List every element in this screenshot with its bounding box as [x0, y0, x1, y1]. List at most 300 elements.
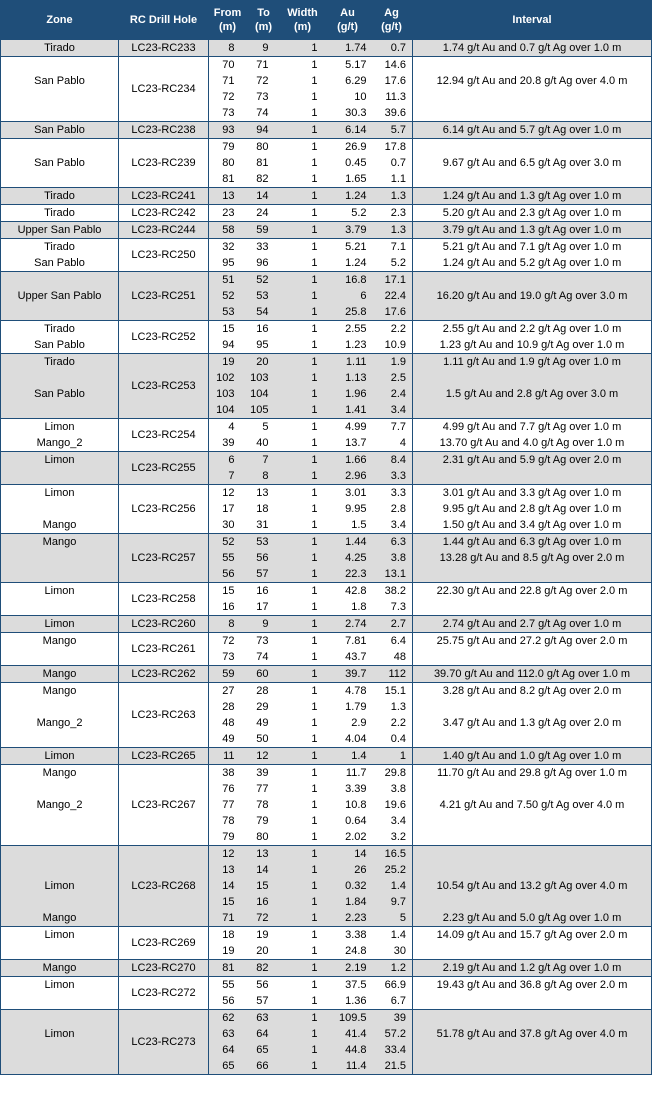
drill-hole-id: LC23-RC272 — [131, 987, 196, 999]
width-value: 1 — [311, 733, 318, 745]
cell-hole — [119, 534, 209, 583]
cell-au — [325, 222, 371, 239]
ag-value: 5.2 — [390, 257, 406, 269]
zone-value — [3, 813, 116, 829]
cell-ag — [371, 188, 413, 205]
zone-value: Mango_2 — [36, 799, 83, 811]
cell-interval — [413, 846, 652, 927]
from-value: 59 — [222, 668, 235, 680]
cell-to — [247, 205, 281, 222]
au-value: 11.4 — [345, 1060, 367, 1072]
au-value: 10.8 — [345, 799, 367, 811]
from-value: 93 — [222, 124, 235, 136]
cell-from — [209, 960, 247, 977]
cell-to — [247, 122, 281, 139]
table-row — [1, 188, 652, 205]
au-value: 25.8 — [345, 306, 367, 318]
to-value: 96 — [256, 257, 269, 269]
cell-hole — [119, 222, 209, 239]
au-value: 1.84 — [345, 896, 367, 908]
from-value: 52 — [222, 290, 235, 302]
from-value: 32 — [222, 241, 235, 253]
from-value: 8 — [228, 618, 235, 630]
cell-ag — [371, 748, 413, 765]
ag-value: 2.5 — [390, 372, 406, 384]
zone-value — [3, 272, 116, 288]
ag-value: 3.3 — [390, 470, 406, 482]
width-value: 1 — [311, 241, 318, 253]
zone-value: Limon — [44, 1028, 75, 1040]
to-value: 33 — [256, 241, 269, 253]
width-value: 1 — [311, 962, 318, 974]
cell-hole — [119, 188, 209, 205]
width-value: 1 — [311, 880, 318, 892]
au-value: 30.3 — [345, 107, 367, 119]
cell-zone — [1, 485, 119, 534]
cell-hole — [119, 1010, 209, 1075]
cell-zone — [1, 666, 119, 683]
from-value: 80 — [222, 157, 235, 169]
au-value: 1.36 — [345, 995, 367, 1007]
cell-to — [247, 40, 281, 57]
width-value: 1 — [311, 864, 318, 876]
interval-value — [415, 171, 649, 187]
ag-value: 8.4 — [390, 454, 406, 466]
from-value: 27 — [222, 685, 235, 697]
ag-value: 6.3 — [390, 536, 406, 548]
cell-to — [247, 485, 281, 534]
cell-ag — [371, 354, 413, 419]
from-value: 71 — [222, 75, 235, 87]
interval-value — [415, 731, 649, 747]
from-value: 56 — [222, 568, 235, 580]
to-value: 63 — [256, 1012, 269, 1024]
width-value: 1 — [311, 896, 318, 908]
cell-zone — [1, 354, 119, 419]
cell-ag — [371, 977, 413, 1010]
table-row — [1, 57, 652, 122]
interval-value — [415, 272, 649, 288]
cell-zone — [1, 321, 119, 354]
from-value: 55 — [222, 552, 235, 564]
zone-value: Tirado — [44, 42, 75, 54]
cell-from — [209, 633, 247, 666]
cell-to — [247, 1010, 281, 1075]
ag-value: 13.1 — [384, 568, 406, 580]
width-value: 1 — [311, 306, 318, 318]
ag-value: 2.2 — [390, 717, 406, 729]
width-value: 1 — [311, 42, 318, 54]
interval-value: 13.28 g/t Au and 8.5 g/t Ag over 2.0 m — [439, 552, 625, 564]
to-value: 19 — [256, 929, 269, 941]
table-row — [1, 683, 652, 748]
width-value: 1 — [311, 601, 318, 613]
from-value: 19 — [222, 945, 235, 957]
zone-value: San Pablo — [34, 124, 85, 136]
au-value: 37.5 — [345, 979, 367, 991]
au-value: 16.8 — [345, 274, 367, 286]
drill-hole-id: LC23-RC233 — [131, 42, 196, 54]
to-value: 81 — [256, 157, 269, 169]
header-au-line: (g/t) — [337, 21, 358, 33]
from-value: 95 — [222, 257, 235, 269]
interval-value — [415, 89, 649, 105]
cell-to — [247, 419, 281, 452]
from-value: 4 — [228, 421, 235, 433]
from-value: 17 — [222, 503, 235, 515]
to-value: 59 — [256, 224, 269, 236]
cell-ag — [371, 205, 413, 222]
interval-value: 10.54 g/t Au and 13.2 g/t Ag over 4.0 m — [436, 880, 628, 892]
header-row — [1, 1, 652, 40]
ag-value: 1.3 — [390, 224, 406, 236]
au-value: 41.4 — [345, 1028, 367, 1040]
drill-hole-id: LC23-RC269 — [131, 937, 196, 949]
header-to — [247, 1, 281, 40]
cell-zone — [1, 977, 119, 1010]
ag-value: 1.9 — [390, 356, 406, 368]
ag-value: 21.5 — [384, 1060, 406, 1072]
interval-value: 1.24 g/t Au and 1.3 g/t Ag over 1.0 m — [442, 190, 622, 202]
to-value: 31 — [256, 519, 269, 531]
table-row — [1, 419, 652, 452]
interval-value: 2.55 g/t Au and 2.2 g/t Ag over 1.0 m — [442, 323, 622, 335]
cell-au — [325, 57, 371, 122]
to-value: 53 — [256, 290, 269, 302]
width-value: 1 — [311, 323, 318, 335]
cell-interval — [413, 666, 652, 683]
from-value: 53 — [222, 306, 235, 318]
ag-value: 3.4 — [390, 815, 406, 827]
zone-value: Mango — [42, 685, 77, 697]
zone-value: Limon — [44, 880, 75, 892]
cell-from — [209, 683, 247, 748]
to-value: 39 — [256, 767, 269, 779]
width-value: 1 — [311, 1060, 318, 1072]
to-value: 24 — [256, 207, 269, 219]
table-row — [1, 205, 652, 222]
interval-value: 12.94 g/t Au and 20.8 g/t Ag over 4.0 m — [436, 75, 628, 87]
cell-zone — [1, 1010, 119, 1075]
cell-from — [209, 419, 247, 452]
header-interval — [413, 1, 652, 40]
cell-ag — [371, 534, 413, 583]
ag-value: 3.8 — [390, 783, 406, 795]
cell-from — [209, 666, 247, 683]
from-value: 55 — [222, 979, 235, 991]
cell-width — [281, 239, 325, 272]
table-row — [1, 452, 652, 485]
au-value: 6.29 — [345, 75, 367, 87]
cell-hole — [119, 419, 209, 452]
cell-au — [325, 40, 371, 57]
ag-value: 1.4 — [390, 880, 406, 892]
to-value: 20 — [256, 945, 269, 957]
au-value: 2.02 — [345, 831, 367, 843]
cell-from — [209, 748, 247, 765]
drill-hole-id: LC23-RC263 — [131, 709, 196, 721]
cell-ag — [371, 452, 413, 485]
cell-ag — [371, 633, 413, 666]
cell-width — [281, 40, 325, 57]
cell-au — [325, 748, 371, 765]
width-value: 1 — [311, 1044, 318, 1056]
drill-hole-id: LC23-RC244 — [131, 224, 196, 236]
width-value: 1 — [311, 207, 318, 219]
cell-zone — [1, 748, 119, 765]
cell-hole — [119, 139, 209, 188]
cell-interval — [413, 139, 652, 188]
drill-hole-id: LC23-RC258 — [131, 593, 196, 605]
cell-to — [247, 683, 281, 748]
cell-width — [281, 633, 325, 666]
zone-value: San Pablo — [34, 339, 85, 351]
width-value: 1 — [311, 685, 318, 697]
au-value: 2.55 — [345, 323, 367, 335]
to-value: 40 — [256, 437, 269, 449]
to-value: 66 — [256, 1060, 269, 1072]
interval-value — [415, 699, 649, 715]
au-value: 10 — [354, 91, 367, 103]
from-value: 62 — [222, 1012, 235, 1024]
cell-width — [281, 452, 325, 485]
from-value: 51 — [222, 274, 235, 286]
interval-value — [415, 894, 649, 910]
from-value: 73 — [222, 107, 235, 119]
cell-ag — [371, 272, 413, 321]
from-value: 28 — [222, 701, 235, 713]
au-value: 22.3 — [345, 568, 367, 580]
table-row — [1, 846, 652, 927]
interval-value: 3.28 g/t Au and 8.2 g/t Ag over 2.0 m — [442, 685, 622, 697]
width-value: 1 — [311, 585, 318, 597]
from-value: 73 — [222, 651, 235, 663]
interval-value — [415, 943, 649, 959]
interval-value — [415, 781, 649, 797]
to-value: 54 — [256, 306, 269, 318]
ag-value: 25.2 — [384, 864, 406, 876]
cell-width — [281, 977, 325, 1010]
drill-hole-id: LC23-RC238 — [131, 124, 196, 136]
cell-width — [281, 205, 325, 222]
from-value: 81 — [222, 173, 235, 185]
width-value: 1 — [311, 503, 318, 515]
ag-value: 66.9 — [384, 979, 406, 991]
ag-value: 3.4 — [390, 404, 406, 416]
cell-width — [281, 122, 325, 139]
au-value: 1.24 — [345, 257, 367, 269]
width-value: 1 — [311, 141, 318, 153]
header-to-line: (m) — [254, 21, 273, 33]
to-value: 18 — [256, 503, 269, 515]
table-row — [1, 748, 652, 765]
cell-to — [247, 222, 281, 239]
au-value: 3.79 — [345, 224, 367, 236]
ag-value: 2.2 — [390, 323, 406, 335]
au-value: 5.2 — [351, 207, 367, 219]
interval-value: 5.21 g/t Au and 7.1 g/t Ag over 1.0 m — [442, 241, 622, 253]
cell-from — [209, 927, 247, 960]
from-value: 23 — [222, 207, 235, 219]
cell-zone — [1, 846, 119, 927]
from-value: 72 — [222, 91, 235, 103]
zone-value: Tirado — [44, 190, 75, 202]
ag-value: 48 — [393, 651, 406, 663]
cell-from — [209, 222, 247, 239]
au-value: 4.78 — [345, 685, 367, 697]
to-value: 29 — [256, 701, 269, 713]
cell-width — [281, 139, 325, 188]
cell-zone — [1, 419, 119, 452]
zone-value — [3, 89, 116, 105]
from-value: 7 — [228, 470, 235, 482]
cell-from — [209, 1010, 247, 1075]
interval-value — [415, 1058, 649, 1074]
table-row — [1, 977, 652, 1010]
to-value: 17 — [256, 601, 269, 613]
ag-value: 1.4 — [390, 929, 406, 941]
to-value: 60 — [256, 668, 269, 680]
cell-zone — [1, 452, 119, 485]
width-value: 1 — [311, 356, 318, 368]
to-value: 82 — [256, 173, 269, 185]
cell-hole — [119, 666, 209, 683]
cell-au — [325, 616, 371, 633]
interval-value — [415, 468, 649, 484]
to-value: 80 — [256, 141, 269, 153]
au-value: 6.14 — [345, 124, 367, 136]
cell-width — [281, 927, 325, 960]
cell-from — [209, 122, 247, 139]
interval-value: 3.47 g/t Au and 1.3 g/t Ag over 2.0 m — [442, 717, 622, 729]
to-value: 15 — [256, 880, 269, 892]
from-value: 76 — [222, 783, 235, 795]
from-value: 39 — [222, 437, 235, 449]
cell-au — [325, 534, 371, 583]
cell-au — [325, 272, 371, 321]
cell-zone — [1, 534, 119, 583]
cell-to — [247, 977, 281, 1010]
drill-hole-id: LC23-RC265 — [131, 750, 196, 762]
cell-hole — [119, 272, 209, 321]
width-value: 1 — [311, 339, 318, 351]
zone-value: Upper San Pablo — [17, 224, 102, 236]
cell-hole — [119, 616, 209, 633]
cell-ag — [371, 683, 413, 748]
ag-value: 7.1 — [390, 241, 406, 253]
to-value: 71 — [256, 59, 269, 71]
ag-value: 2.3 — [390, 207, 406, 219]
interval-value — [415, 139, 649, 155]
cell-width — [281, 485, 325, 534]
interval-value: 16.20 g/t Au and 19.0 g/t Ag over 3.0 m — [436, 290, 628, 302]
interval-value — [415, 105, 649, 121]
au-value: 6 — [360, 290, 367, 302]
from-value: 16 — [222, 601, 235, 613]
ag-value: 14.6 — [384, 59, 406, 71]
cell-au — [325, 205, 371, 222]
cell-width — [281, 846, 325, 927]
zone-value: Mango — [42, 912, 77, 924]
table-row — [1, 960, 652, 977]
width-value: 1 — [311, 487, 318, 499]
from-value: 77 — [222, 799, 235, 811]
cell-to — [247, 354, 281, 419]
zone-value: Tirado — [44, 241, 75, 253]
interval-value — [415, 57, 649, 73]
to-value: 9 — [262, 618, 269, 630]
drill-hole-id: LC23-RC242 — [131, 207, 196, 219]
from-value: 12 — [222, 848, 235, 860]
to-value: 49 — [256, 717, 269, 729]
au-value: 2.96 — [345, 470, 367, 482]
width-value: 1 — [311, 157, 318, 169]
au-value: 1.23 — [345, 339, 367, 351]
au-value: 1.65 — [345, 173, 367, 185]
ag-value: 0.7 — [390, 42, 406, 54]
cell-zone — [1, 583, 119, 616]
to-value: 12 — [256, 750, 269, 762]
au-value: 1.11 — [345, 356, 367, 368]
ag-value: 57.2 — [384, 1028, 406, 1040]
to-value: 14 — [256, 864, 269, 876]
table-row — [1, 40, 652, 57]
cell-hole — [119, 57, 209, 122]
cell-au — [325, 960, 371, 977]
au-value: 43.7 — [345, 651, 367, 663]
cell-interval — [413, 222, 652, 239]
cell-interval — [413, 534, 652, 583]
header-zone-line: Zone — [46, 14, 73, 26]
from-value: 70 — [222, 59, 235, 71]
au-value: 24.8 — [345, 945, 367, 957]
header-interval-line: Interval — [512, 14, 552, 26]
cell-to — [247, 239, 281, 272]
cell-zone — [1, 927, 119, 960]
width-value: 1 — [311, 783, 318, 795]
ag-value: 9.7 — [390, 896, 406, 908]
zone-value — [3, 139, 116, 155]
width-value: 1 — [311, 1012, 318, 1024]
interval-value: 1.74 g/t Au and 0.7 g/t Ag over 1.0 m — [442, 42, 622, 54]
interval-value — [415, 370, 649, 386]
table-row — [1, 354, 652, 419]
cell-ag — [371, 321, 413, 354]
to-value: 95 — [256, 339, 269, 351]
zone-value — [3, 846, 116, 862]
drill-hole-id: LC23-RC234 — [131, 83, 196, 95]
ag-value: 39.6 — [384, 107, 406, 119]
width-value: 1 — [311, 372, 318, 384]
width-value: 1 — [311, 995, 318, 1007]
ag-value: 17.6 — [384, 306, 406, 318]
cell-to — [247, 139, 281, 188]
width-value: 1 — [311, 388, 318, 400]
to-value: 94 — [256, 124, 269, 136]
ag-value: 29.8 — [384, 767, 406, 779]
width-value: 1 — [311, 437, 318, 449]
cell-hole — [119, 765, 209, 846]
cell-interval — [413, 354, 652, 419]
cell-zone — [1, 683, 119, 748]
ag-value: 17.6 — [384, 75, 406, 87]
cell-ag — [371, 616, 413, 633]
cell-to — [247, 633, 281, 666]
from-value: 78 — [222, 815, 235, 827]
cell-from — [209, 977, 247, 1010]
au-value: 14 — [354, 848, 367, 860]
cell-interval — [413, 927, 652, 960]
